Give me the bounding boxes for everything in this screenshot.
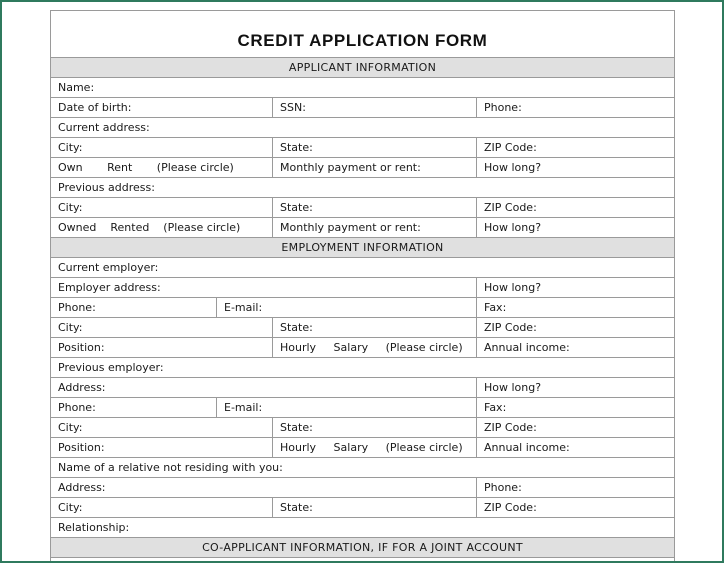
form-row-relative-city	[51, 498, 674, 518]
field-name[interactable]: Name:	[58, 81, 95, 94]
field-relative-phone[interactable]: Phone:	[476, 478, 674, 497]
field-previous-employer[interactable]: Previous employer:	[58, 361, 164, 374]
field-ssn[interactable]: SSN:	[272, 98, 476, 117]
field-owned-rented[interactable]: Owned Rented (Please circle)	[58, 221, 241, 234]
field-state-2[interactable]: State:	[272, 198, 476, 217]
form-row-name	[51, 78, 674, 98]
form-row-city	[51, 138, 674, 158]
form-row-employer-city	[51, 318, 674, 338]
field-position[interactable]: Position:	[58, 341, 105, 354]
field-city[interactable]: City:	[58, 141, 83, 154]
field-employer-fax[interactable]: Fax:	[476, 298, 674, 317]
form-row-prev-phone	[51, 398, 674, 418]
field-employer-zip[interactable]: ZIP Code:	[476, 318, 674, 337]
form-row-current-employer	[51, 258, 674, 278]
field-employer-address[interactable]: Employer address:	[58, 281, 161, 294]
field-relative-zip[interactable]: ZIP Code:	[476, 498, 674, 517]
field-prev-employer-address[interactable]: Address:	[58, 381, 106, 394]
field-prev-employer-state[interactable]: State:	[272, 418, 476, 437]
field-employer-how-long[interactable]: How long?	[476, 278, 674, 297]
form-row-previous-address	[51, 178, 674, 198]
field-coapplicant-name-partial[interactable]	[51, 558, 674, 563]
form-row-relative	[51, 458, 674, 478]
form-row-own-rent	[51, 158, 674, 178]
field-relative-name[interactable]: Name of a relative not residing with you:	[58, 461, 283, 474]
form-row-prev-address	[51, 378, 674, 398]
form-row-employer-address	[51, 278, 674, 298]
form-row-position	[51, 338, 674, 358]
field-prev-employer-phone[interactable]: Phone:	[58, 401, 96, 414]
field-own-rent[interactable]: Own Rent (Please circle)	[58, 161, 234, 174]
field-relative-address[interactable]: Address:	[58, 481, 106, 494]
form-row-employer-phone	[51, 298, 674, 318]
field-employer-email[interactable]: E-mail:	[216, 298, 476, 317]
field-current-address[interactable]: Current address:	[58, 121, 150, 134]
section-header-coapplicant: CO-APPLICANT INFORMATION, IF FOR A JOINT ACCOUNT	[51, 538, 674, 558]
field-relative-state[interactable]: State:	[272, 498, 476, 517]
field-relative-city[interactable]: City:	[58, 501, 83, 514]
field-employer-phone[interactable]: Phone:	[58, 301, 96, 314]
form-title: CREDIT APPLICATION FORM	[51, 11, 674, 58]
form-row-coapplicant-partial	[51, 558, 674, 563]
field-prev-annual-income[interactable]: Annual income:	[476, 438, 674, 457]
field-relationship[interactable]: Relationship:	[58, 521, 130, 534]
form-row-previous-employer	[51, 358, 674, 378]
field-prev-employer-fax[interactable]: Fax:	[476, 398, 674, 417]
form-row-prev-city	[51, 418, 674, 438]
form-row-city-2	[51, 198, 674, 218]
field-date-of-birth[interactable]: Date of birth:	[58, 101, 132, 114]
field-employer-city[interactable]: City:	[58, 321, 83, 334]
field-how-long-2[interactable]: How long?	[476, 218, 674, 237]
field-monthly-payment[interactable]: Monthly payment or rent:	[272, 158, 476, 177]
form-row-owned-rented	[51, 218, 674, 238]
field-annual-income[interactable]: Annual income:	[476, 338, 674, 357]
form-row-current-address	[51, 118, 674, 138]
field-zip-2[interactable]: ZIP Code:	[476, 198, 674, 217]
form-row-relationship	[51, 518, 674, 538]
field-city-2[interactable]: City:	[58, 201, 83, 214]
form-sheet	[50, 10, 675, 563]
form-row-dob	[51, 98, 674, 118]
field-state[interactable]: State:	[272, 138, 476, 157]
field-prev-employer-zip[interactable]: ZIP Code:	[476, 418, 674, 437]
form-row-relative-address	[51, 478, 674, 498]
field-employer-state[interactable]: State:	[272, 318, 476, 337]
field-previous-address[interactable]: Previous address:	[58, 181, 155, 194]
section-header-employment: EMPLOYMENT INFORMATION	[51, 238, 674, 258]
field-zip[interactable]: ZIP Code:	[476, 138, 674, 157]
field-prev-employer-city[interactable]: City:	[58, 421, 83, 434]
field-phone[interactable]: Phone:	[476, 98, 674, 117]
field-prev-hourly-salary[interactable]: Hourly Salary (Please circle)	[272, 438, 476, 457]
field-prev-employer-email[interactable]: E-mail:	[216, 398, 476, 417]
field-prev-position[interactable]: Position:	[58, 441, 105, 454]
field-prev-employer-how-long[interactable]: How long?	[476, 378, 674, 397]
field-monthly-payment-2[interactable]: Monthly payment or rent:	[272, 218, 476, 237]
field-current-employer[interactable]: Current employer:	[58, 261, 159, 274]
section-header-applicant: APPLICANT INFORMATION	[51, 58, 674, 78]
field-how-long[interactable]: How long?	[476, 158, 674, 177]
form-row-prev-position	[51, 438, 674, 458]
field-hourly-salary[interactable]: Hourly Salary (Please circle)	[272, 338, 476, 357]
